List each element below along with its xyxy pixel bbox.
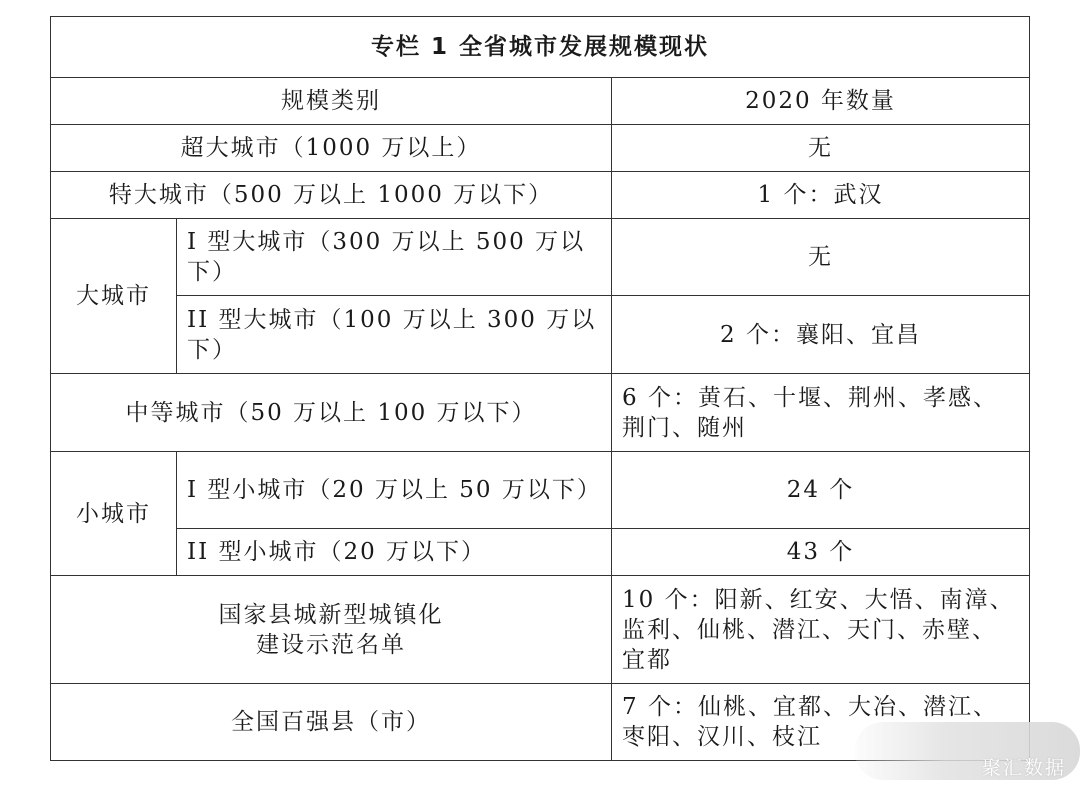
row-value-large-ii: 2 个：襄阳、宜昌 (612, 296, 1030, 374)
row-value-small-i: 24 个 (612, 452, 1030, 529)
row-value-large-i: 无 (612, 219, 1030, 296)
row-value-demo-list: 10 个：阳新、红安、大悟、南漳、监利、仙桃、潜江、天门、赤壁、宜都 (612, 576, 1030, 684)
row-label-top100: 全国百强县（市） (51, 684, 612, 761)
row-label-small-i: I 型小城市（20 万以上 50 万以下） (177, 452, 612, 529)
row-label-medium: 中等城市（50 万以上 100 万以下） (51, 374, 612, 452)
row-label-mega: 特大城市（500 万以上 1000 万以下） (51, 172, 612, 219)
table-row (51, 374, 1030, 452)
table-row (51, 529, 1030, 576)
table-title-row (51, 17, 1030, 78)
row-value-super-large: 无 (612, 125, 1030, 172)
watermark-text: 聚汇数据 (981, 756, 1066, 779)
header-count-2020: 2020 年数量 (612, 78, 1030, 125)
table-title: 专栏 1 全省城市发展规模现状 (51, 17, 1030, 78)
table-row (51, 219, 1030, 296)
row-label-demo-list (51, 576, 612, 684)
row-value-small-ii: 43 个 (612, 529, 1030, 576)
table-row (51, 576, 1030, 684)
row-label-large-ii: II 型大城市（100 万以上 300 万以下） (177, 296, 612, 374)
row-label-super-large: 超大城市（1000 万以上） (51, 125, 612, 172)
table-header-row (51, 78, 1030, 125)
row-value-medium: 6 个：黄石、十堰、荆州、孝感、荆门、随州 (612, 374, 1030, 452)
city-scale-table (50, 16, 1030, 761)
row-label-large-i: I 型大城市（300 万以上 500 万以下） (177, 219, 612, 296)
row-label-demo-list-line1: 国家县城新型城镇化 (218, 601, 444, 628)
table-row (51, 172, 1030, 219)
table-row (51, 452, 1030, 529)
watermark-badge (855, 722, 1080, 780)
row-label-small-ii: II 型小城市（20 万以下） (177, 529, 612, 576)
group-label-large: 大城市 (51, 219, 177, 374)
table-row (51, 296, 1030, 374)
table-row (51, 125, 1030, 172)
group-label-small: 小城市 (51, 452, 177, 576)
row-value-mega: 1 个：武汉 (612, 172, 1030, 219)
row-value-top100: 7 个：仙桃、宜都、大冶、潜江、枣阳、汉川、枝江 (612, 684, 1030, 761)
row-label-demo-list-line2: 建设示范名单 (256, 631, 406, 658)
header-category: 规模类别 (51, 78, 612, 125)
